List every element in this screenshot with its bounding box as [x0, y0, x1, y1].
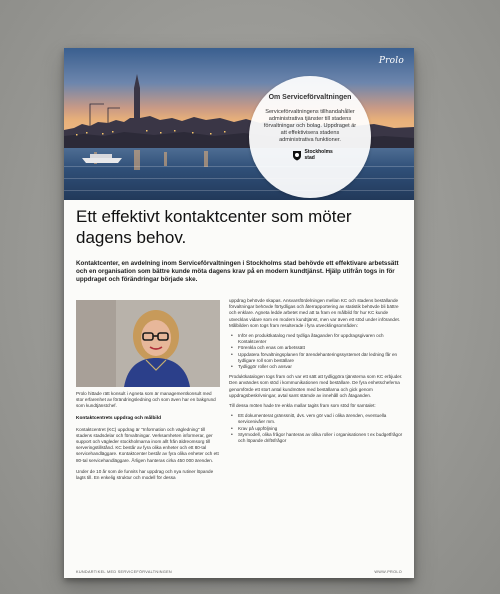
right-column [229, 298, 405, 448]
list-item: • Krav på uppföljning [229, 426, 405, 432]
magazine-page [64, 48, 414, 578]
list-item: • Tydliggör roller och ansvar [229, 364, 405, 370]
logo-text: Stockholms stad [304, 149, 333, 161]
badge-title: Om Serviceförvaltningen [268, 94, 352, 101]
right-paragraph-2: Produktkatalogen togs fram och var ett sätt att tydliggöra tjänsterna som KC erbjuder. Den användes som stöd i kommunikationen med beställare. De fyra enhetscheferna genomförde ett stort antal kundmöten med beställarna och gick genom uppdragsbeskrivningar, avtal samt stämde av innehåll och åtaganden. [229, 374, 403, 398]
list-item: • Inför en produktkatalog med tydliga åtaganden för uppdragsgivaren och Kontaktcenter [229, 333, 405, 345]
left-column [76, 300, 220, 481]
left-subheading: Kontaktcentrets uppdrag och målbild [76, 415, 162, 421]
brand-logo: Prolo [378, 56, 404, 66]
article-intro: Kontaktcenter, en avdelning inom Serviceförvaltningen i Stockholms stad behövde ett effektivare arbetssätt och en organisation som bättre kunde möta dagens krav på en modern kundtjänst. Hjälp utifrån togs in för uppdraget och förändringar började ske. [76, 260, 399, 284]
page-footer-left: KUNDARTIKEL MED SERVICEFÖRVALTNINGEN [76, 570, 172, 574]
stockholm-logo [249, 150, 371, 161]
article-headline: Ett effektivt kontaktcenter som möter dagens behov. [76, 207, 352, 247]
list-item: • Förenkla och enas om arbetssätt [229, 345, 405, 351]
list-item: • Ett dokumenterat gränssnitt, dvs. vem gör vad i olika ärenden, eventuella servicenivåer mm. [229, 413, 405, 425]
right-paragraph-3: Till dessa möten hade tre enkla mallar tagits fram som stöd för samtalet: [229, 403, 376, 409]
development-areas-list [229, 333, 405, 370]
stockholm-city-photo [64, 48, 414, 200]
page-footer-right: WWW.PROLO [374, 570, 402, 574]
list-item: • Uppdatera förvaltningsplanen för ärendehanteringssystemet där ledning får en tydligare roll som beställare [229, 352, 405, 364]
badge-text: Serviceförvaltningens tillhandahåller administrativa tjänster till stadens förvaltningar och bolag. Uppdraget är att effektivisera stadens administrativa funktioner. [263, 109, 357, 143]
portrait-photo [76, 300, 220, 387]
left-body-text-2: Under de 10 år som de funnits har uppdrag och nya rutiner löpande lagts till. En enkelig struktur och modell för dessa [76, 468, 214, 481]
list-item: • Styrmodell, olika frågor hanteras av olika roller i organisationen t ex budgetfrågor och löpande driftsfrågor [229, 432, 405, 444]
photo-caption: Prolo hittade rätt konsult i Agneta som är managementkonsult med stor erfarenhet av förändringsledning och som även har en bakgrund som kundtjänstchef. [76, 391, 216, 409]
city-crest-icon [292, 150, 302, 161]
right-paragraph-1: uppdrag behövde skapas. Ansvarsfördelningen mellan KC och stadens beställande förvaltningar behövde förtydligas och återrapportering av statistik behövde bli bättre och enklare. Agneta ledde arbetet med att ta fram en målbild för hur KC kunde utvecklas vidare som en modern kundtjänst, men var även ett stöd under införandet. Målbilden som togs fram resulterade i fyra utvecklingsområden: [229, 298, 401, 328]
left-body-text: Kontaktcentret (KC) uppdrag är "Information och vägledning" till stadens stadsdelar och förvaltningar. Verksamheten informerar, ger support och vägleder stockholmarna inom allt från äldreomsorg till serveringstillstånd. KC består av fyra olika enheter och ett 80-tal servicehandläggare. Kontaktcenter består av fyra olika enheter och ett 80-tal servicehandläggare. Årligen hanteras cirka 450 000 ärenden. [76, 426, 219, 463]
templates-list [229, 413, 405, 444]
info-badge [249, 76, 371, 198]
